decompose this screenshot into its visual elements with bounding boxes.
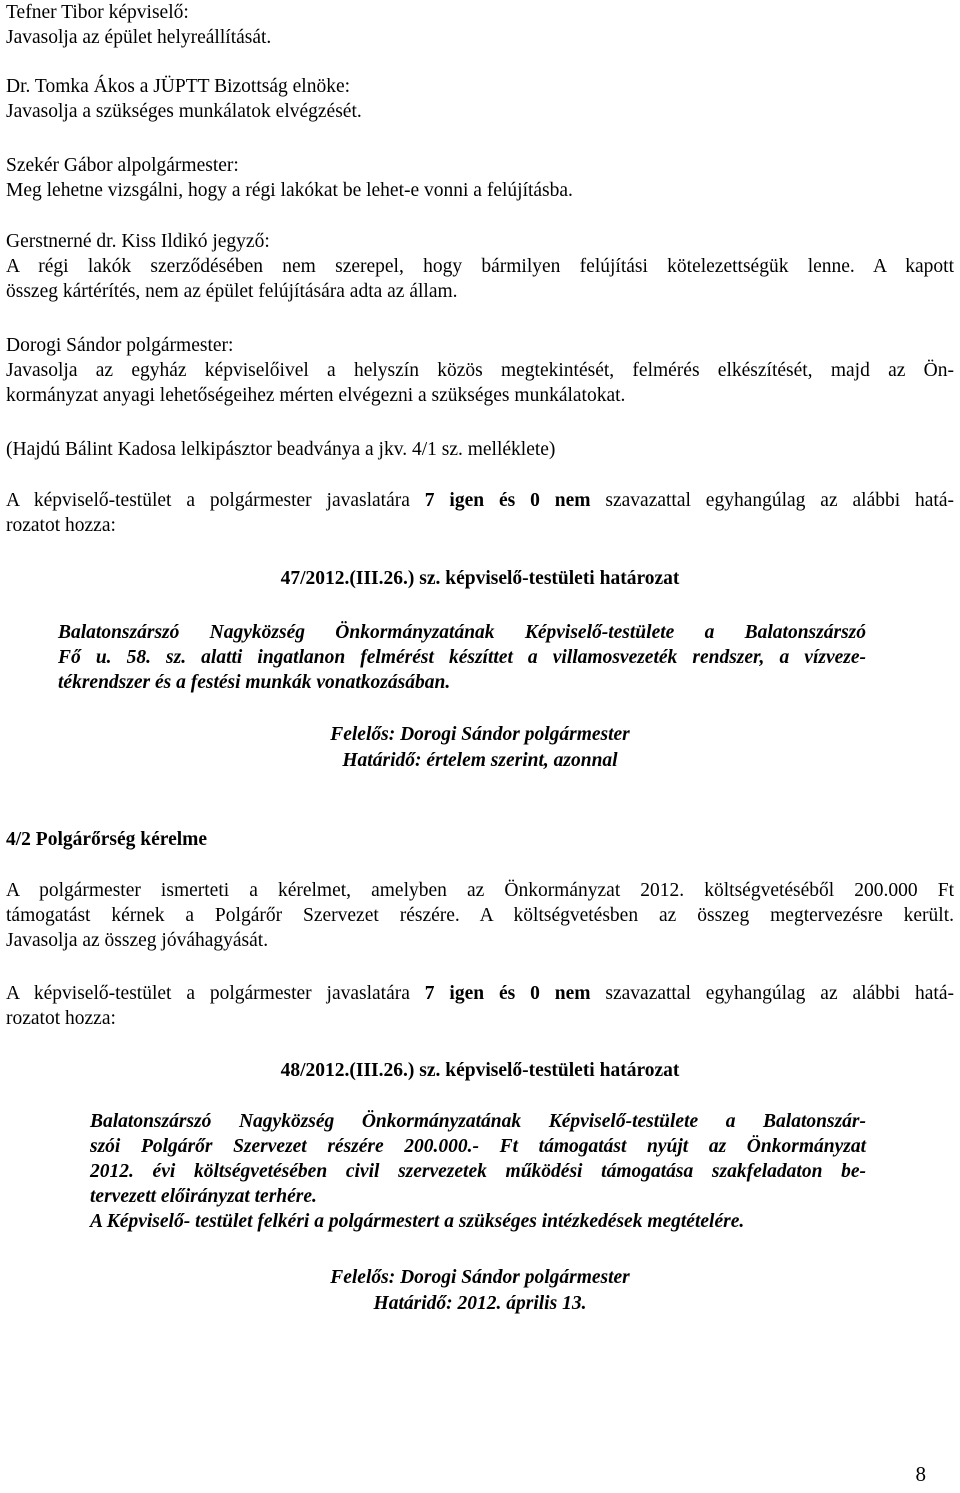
vote-line: rozatot hozza: xyxy=(6,515,116,536)
remark-text: Javasolja az egyház képviselőivel a helyszín közös megtekintését, felmérés elkészítését, majd az Ön- xyxy=(6,360,954,381)
vote-statement-1 xyxy=(6,488,954,538)
remark-5 xyxy=(6,333,954,408)
resolution-line: tékrendszer és a festési munkák vonatkozásában. xyxy=(58,672,451,693)
vote-line xyxy=(6,981,954,1006)
resolution-1-responsible: Felelős: Dorogi Sándor polgármester xyxy=(330,724,630,745)
resolution-title: képviselő-testületi határozat xyxy=(445,1060,680,1081)
resolution-2-body xyxy=(6,1109,954,1234)
vote-line: rozatot hozza: xyxy=(6,1008,116,1029)
resolution-title: képviselő-testületi határozat xyxy=(445,568,680,589)
resolution-1-deadline: Határidő: értelem szerint, azonnal xyxy=(342,750,618,771)
section-heading: 4/2 Polgárőrség kérelme xyxy=(6,829,208,850)
remark-text: kormányzat anyagi lehetőségeihez mérten elvégezni a szükséges munkálatokat. xyxy=(6,385,626,406)
section-2-text xyxy=(6,878,954,953)
vote-text: szavazattal egyhangúlag az alábbi hatá- xyxy=(590,490,955,511)
resolution-2-deadline: Határidő: 2012. április 13. xyxy=(373,1293,587,1314)
remark-text: Javasolja az épület helyreállítását. xyxy=(6,27,272,48)
section-line: A polgármester ismerteti a kérelmet, amelyben az Önkormányzat 2012. költségvetéséből 200.000 Ft xyxy=(6,880,954,901)
resolution-line: tervezett előirányzat terhére. xyxy=(90,1186,317,1207)
speaker-name: Dorogi Sándor polgármester: xyxy=(6,335,234,356)
resolution-line: Fő u. 58. sz. alatti ingatlanon felmérést készíttet a villamosvezeték rendszer, a vízveze- xyxy=(58,647,866,668)
remark-text: Meg lehetne vizsgálni, hogy a régi lakókat be lehet-e vonni a felújításba. xyxy=(6,180,573,201)
remark-4 xyxy=(6,229,954,304)
speaker-name: Szekér Gábor alpolgármester: xyxy=(6,155,239,176)
vote-count: 7 igen és 0 nem xyxy=(424,490,591,511)
remark-1 xyxy=(6,0,954,50)
speaker-name: Tefner Tibor képviselő: xyxy=(6,2,189,23)
vote-count: 7 igen és 0 nem xyxy=(424,983,591,1004)
remark-text: A régi lakók szerződésében nem szerepel, hogy bármilyen felújítási kötelezettségük lenne. A kapott xyxy=(6,256,954,277)
resolution-number: 47/2012.(III.26.) sz. xyxy=(280,568,441,589)
speaker-name: Gerstnerné dr. Kiss Ildikó jegyző: xyxy=(6,231,270,252)
vote-text: szavazattal egyhangúlag az alábbi hatá- xyxy=(590,983,955,1004)
resolution-2-responsible: Felelős: Dorogi Sándor polgármester xyxy=(330,1267,630,1288)
resolution-line: A Képviselő- testület felkéri a polgármestert a szükséges intézkedések megtételére. xyxy=(90,1211,745,1232)
remark-text: Javasolja a szükséges munkálatok elvégzését. xyxy=(6,101,362,122)
resolution-1-body xyxy=(6,620,954,695)
page-number: 8 xyxy=(915,1462,926,1486)
section-line: támogatást kérnek a Polgárőr Szervezet részére. A költségvetésben az összeg megtervezésre került. xyxy=(6,905,954,926)
resolution-number: 48/2012.(III.26.) sz. xyxy=(280,1060,441,1081)
resolution-line: Balatonszárszó Nagyközség Önkormányzatának Képviselő-testülete a Balatonszárszó xyxy=(58,622,866,643)
vote-line xyxy=(6,488,954,513)
resolution-line: Balatonszárszó Nagyközség Önkormányzatának Képviselő-testülete a Balatonszár- xyxy=(90,1111,866,1132)
remark-2 xyxy=(6,74,954,124)
speaker-name: Dr. Tomka Ákos a JÜPTT Bizottság elnöke: xyxy=(6,76,351,97)
remark-3 xyxy=(6,153,954,203)
vote-text: A képviselő-testület a polgármester javaslatára xyxy=(6,490,425,511)
vote-statement-2 xyxy=(6,981,954,1031)
resolution-line: 2012. évi költségvetésében civil szervezetek működési támogatása szakfeladaton be- xyxy=(90,1161,866,1182)
attachment-note: (Hajdú Bálint Kadosa lelkipásztor beadványa a jkv. 4/1 sz. melléklete) xyxy=(6,439,556,460)
resolution-line: szói Polgárőr Szervezet részére 200.000.- Ft támogatást nyújt az Önkormányzat xyxy=(90,1136,866,1157)
resolution-1-heading xyxy=(6,566,954,591)
resolution-2-heading xyxy=(6,1058,954,1083)
vote-text: A képviselő-testület a polgármester javaslatára xyxy=(6,983,425,1004)
remark-text: összeg kártérítés, nem az épület felújítására adta az állam. xyxy=(6,281,458,302)
section-line: Javasolja az összeg jóváhagyását. xyxy=(6,930,269,951)
